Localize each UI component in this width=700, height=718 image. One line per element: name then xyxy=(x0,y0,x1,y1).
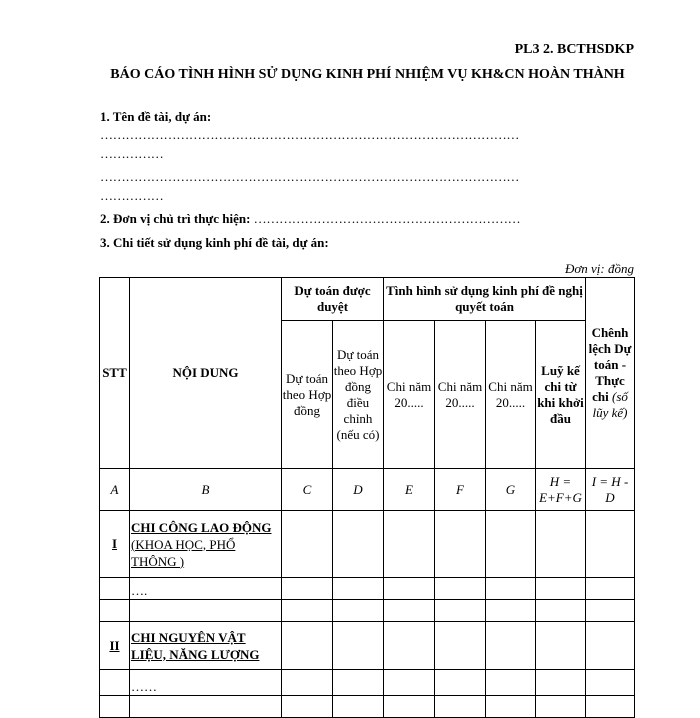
table-cell xyxy=(536,696,586,718)
table-cell xyxy=(130,600,282,622)
table-cell xyxy=(435,578,486,600)
table-cell xyxy=(333,578,384,600)
table-cell xyxy=(536,600,586,622)
host-unit-line xyxy=(100,211,520,227)
table-cell xyxy=(486,600,536,622)
table-cell xyxy=(333,622,384,670)
table-cell xyxy=(333,511,384,578)
project-name-label: 1. Tên đề tài, dự án: xyxy=(100,109,212,124)
table-row xyxy=(100,670,635,696)
subitem-placeholder: …. xyxy=(130,578,282,600)
code-i: I = H - D xyxy=(586,469,635,511)
project-name-dots-1: ……………………………………………………………………………………… xyxy=(100,127,520,142)
code-g: G xyxy=(486,469,536,511)
table-cell xyxy=(384,511,435,578)
table-cell xyxy=(586,600,635,622)
code-h: H = E+F+G xyxy=(536,469,586,511)
table-cell xyxy=(435,670,486,696)
table-cell xyxy=(586,511,635,578)
project-name-dots-2: ……………………………………………………………………………………… xyxy=(100,169,520,184)
table-cell xyxy=(486,696,536,718)
table-cell xyxy=(100,696,130,718)
currency-unit: Đơn vị: đồng xyxy=(564,261,634,276)
table-cell xyxy=(486,578,536,600)
table-cell xyxy=(100,670,130,696)
table-cell xyxy=(435,600,486,622)
expense-table xyxy=(99,277,635,718)
header-difference-note: (số lũy kế) xyxy=(592,389,628,420)
table-cell xyxy=(435,696,486,718)
section-number: I xyxy=(100,511,130,578)
table-cell xyxy=(586,696,635,718)
table-cell xyxy=(100,578,130,600)
code-e: E xyxy=(384,469,435,511)
header-contract-budget: Dự toán theo Hợp đồng xyxy=(282,321,333,469)
section-title-suffix: (KHOA HỌC, PHỔ THÔNG ) xyxy=(131,536,236,569)
header-adjusted-budget: Dự toán theo Hợp đồng điều chỉnh (nếu có) xyxy=(333,321,384,469)
table-cell xyxy=(333,600,384,622)
table-row xyxy=(100,600,635,622)
section-number: II xyxy=(100,622,130,670)
section-title: CHI NGUYÊN VẬT LIỆU, NĂNG LƯỢNG xyxy=(130,622,282,670)
table-cell xyxy=(384,578,435,600)
form-code: PL3 2. BCTHSDKP xyxy=(514,42,634,57)
table-cell xyxy=(536,670,586,696)
table-cell xyxy=(536,578,586,600)
table-cell xyxy=(435,511,486,578)
table-cell xyxy=(536,622,586,670)
header-cumulative: Luỹ kế chi từ khi khởi đầu xyxy=(536,321,586,469)
table-cell xyxy=(536,511,586,578)
project-name-dots-1b: …………… xyxy=(100,146,164,161)
table-cell xyxy=(282,622,333,670)
table-cell xyxy=(586,622,635,670)
usage-detail-label: 3. Chi tiết sử dụng kinh phí đề tài, dự án: xyxy=(100,235,329,250)
header-year-2: Chi năm 20..... xyxy=(435,321,486,469)
code-d: D xyxy=(333,469,384,511)
code-b: B xyxy=(130,469,282,511)
table-cell xyxy=(282,578,333,600)
header-approved-budget: Dự toán được duyệt xyxy=(282,278,384,321)
table-cell xyxy=(384,622,435,670)
report-title: BÁO CÁO TÌNH HÌNH SỬ DỤNG KINH PHÍ NHIỆM VỤ KH&CN HOÀN THÀNH xyxy=(110,67,625,82)
table-row xyxy=(100,696,635,718)
code-c: C xyxy=(282,469,333,511)
host-unit-dots: ……………………………………………………… xyxy=(253,211,521,226)
table-cell xyxy=(384,670,435,696)
table-cell xyxy=(282,511,333,578)
table-row xyxy=(100,578,635,600)
table-cell xyxy=(486,670,536,696)
header-usage: Tình hình sử dụng kinh phí đề nghị quyết toán xyxy=(384,278,586,321)
header-stt: STT xyxy=(100,278,130,469)
table-cell xyxy=(333,670,384,696)
table-cell xyxy=(384,600,435,622)
table-cell xyxy=(486,511,536,578)
table-cell xyxy=(100,600,130,622)
table-cell xyxy=(586,670,635,696)
host-unit-label: 2. Đơn vị chủ trì thực hiện: xyxy=(100,211,251,226)
project-name-dots-2b: …………… xyxy=(100,188,164,203)
column-code-row xyxy=(100,469,635,511)
table-cell xyxy=(282,670,333,696)
header-year-3: Chi năm 20..... xyxy=(486,321,536,469)
table-row xyxy=(100,622,635,670)
header-difference xyxy=(586,278,635,469)
header-content: NỘI DUNG xyxy=(130,278,282,469)
table-cell xyxy=(486,622,536,670)
table-cell xyxy=(282,600,333,622)
table-cell xyxy=(435,622,486,670)
section-title xyxy=(130,511,282,578)
table-cell xyxy=(282,696,333,718)
subitem-placeholder: …… xyxy=(130,670,282,696)
section-title-text: CHI CÔNG LAO ĐỘNG xyxy=(131,519,272,535)
table-cell xyxy=(586,578,635,600)
table-cell xyxy=(333,696,384,718)
code-f: F xyxy=(435,469,486,511)
table-row xyxy=(100,511,635,578)
header-year-1: Chi năm 20..... xyxy=(384,321,435,469)
table-cell xyxy=(130,696,282,718)
header-difference-main: Chênh lệch Dự toán - Thực chi xyxy=(588,325,632,404)
table-cell xyxy=(384,696,435,718)
code-a: A xyxy=(100,469,130,511)
